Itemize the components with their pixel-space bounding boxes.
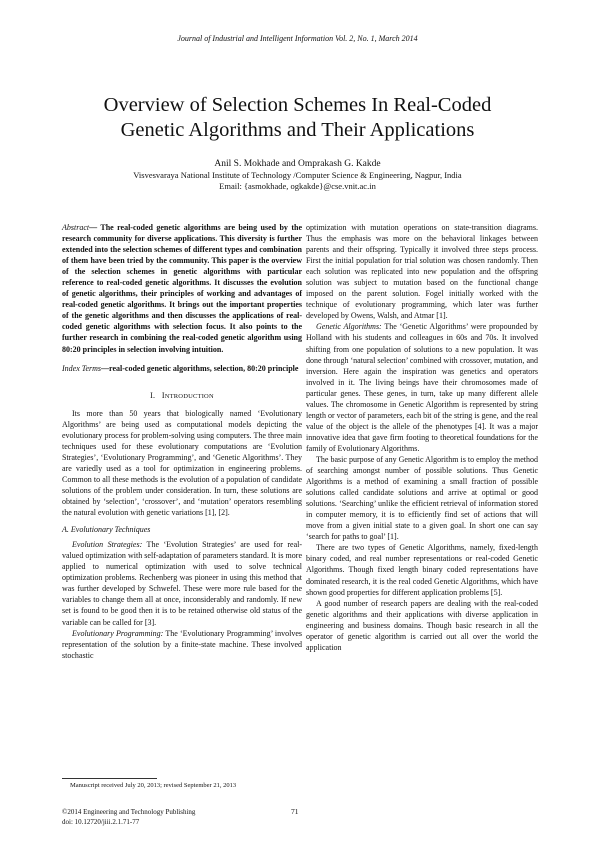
evolutionary-programming-label: Evolutionary Programming: bbox=[72, 628, 164, 638]
types-paragraph: There are two types of Genetic Algorithms, namely, fixed-length binary coded, and real number representations or real-coded Genetic Algorithms. Though fixed length binary coded representations have dominated research, it is the real coded Genetic Algorithms, which have shown good properties for different application problems [5]. bbox=[306, 543, 538, 597]
right-column bbox=[306, 222, 538, 653]
left-column bbox=[62, 222, 302, 661]
abstract-text: — The real-coded genetic algorithms are being used by the research community for diverse applications. This diversity is further extended into the selection schemes of different types and combination of them have been tried by the community. This paper is the overview of the selection schemes in genetic algorithms with particular reference to real-coded genetic algorithms. It discusses the evolution of genetic algorithms, their principles of working and advantages of real-coded genetic algorithms. It brings out the important properties of the genetic algorithms and then discusses the applications of real-coded genetic algorithms with selection focus. It also points to the further research in combining the real-coded genetic algorithm using 80:20 principles in selection involving intuition. bbox=[62, 223, 302, 354]
author-affiliation: Visvesvaraya National Institute of Technology /Computer Science & Engineering, Nagpur, India bbox=[133, 170, 462, 180]
genetic-algorithms-label: Genetic Algorithms: bbox=[316, 322, 382, 332]
genetic-algorithms-text: The ‘Genetic Algorithms’ were propounded by Holland with his students and colleagues in 60s and 70s. It involved shifting from one population of solutions to a new population. It was done through ‘natural selection’ combined with crossover, mutation, and inversion. Here again the inspiration was genetics and operators involved in it. The living beings have their chromosomes made of particular genes. These genes, in turn, take up many different allele values. The chromosome in Genetic Algorithm is represented by string length or vector of parameters, each bit of the string is gene, and the real value of the object is the allele of the phenotypes [4]. It was a major innovative idea that gave firm footing to theoretical foundations for the family of Evolutionary Algorithms. bbox=[306, 322, 539, 453]
footnote-divider bbox=[62, 778, 157, 779]
evolution-strategies-paragraph bbox=[62, 539, 302, 627]
abstract-label: Abstract bbox=[62, 223, 90, 232]
genetic-algorithms-paragraph bbox=[306, 321, 538, 454]
research-papers-paragraph: A good number of research papers are dealing with the real-coded genetic algorithms and their applications with diverse application in engineering and business domains. Though basic research in all the operator of genetic algorithm is carried out all over the world the application bbox=[306, 598, 538, 652]
evolutionary-programming-paragraph bbox=[62, 628, 302, 661]
journal-header: Journal of Industrial and Intelligent Information Vol. 2, No. 1, March 2014 bbox=[177, 34, 418, 43]
footer-copyright: ©2014 Engineering and Technology Publishing bbox=[62, 808, 196, 816]
index-terms-text: —real-coded genetic algorithms, selection, 80:20 principle bbox=[101, 363, 299, 373]
intro-paragraph: Its more than 50 years that biologically named ‘Evolutionary Algorithms’ are being used as computational models depicting the evolutionary process for problem-solving using computers. The three main techniques used for these evolutionary computations are ‘Evolution Strategies’, ‘Evolutionary Programming’, and ‘Genetic Algorithms’. They are variedly used as a tool for optimization in engineering problems. Common to all these methods is the evolution of a population of candidate solutions of the problem under consideration. In turn, these solutions are obtained by ‘selection’, ‘crossover’, and ‘mutation’ operators resembling the natural evolution with genetic variations [1], [2]. bbox=[62, 408, 302, 518]
programming-continued-paragraph: optimization with mutation operations on state-transition diagrams. Thus the emphasis was more on the behavioral linkages between parents and their offspring. Typically it involved three steps process. First the initial population for trial solution was chosen randomly. Then each solution was replicated into new population and the offspring solution was subject to mutation based on the functional change imposed on the parent solution. Fogel initially worked with the technique of evolutionary programming, which later was further developed by Owens, Walsh, and Atmar [1]. bbox=[306, 223, 538, 321]
section-number: I. bbox=[150, 390, 156, 400]
index-terms-label: Index Terms bbox=[62, 363, 102, 373]
evolutionary-programming-text: The ‘Evolutionary Programming’ involves representation of the solution by a finite-state machine. These involved stochastic bbox=[62, 628, 303, 660]
section-title-initial: I bbox=[161, 390, 165, 400]
abstract bbox=[62, 222, 302, 355]
subsection-heading: A. Evolutionary Techniques bbox=[62, 525, 151, 535]
title-line-1: Overview of Selection Schemes In Real-Coded bbox=[103, 94, 492, 116]
section-heading-introduction bbox=[62, 390, 302, 402]
paper-title bbox=[40, 93, 555, 143]
page-number: 71 bbox=[291, 807, 299, 816]
title-line-2: Genetic Algorithms and Their Applications bbox=[120, 119, 475, 141]
author-email: Email: {asmokhade, ogkakde}@cse.vnit.ac.in bbox=[219, 181, 376, 191]
basic-purpose-paragraph: The basic purpose of any Genetic Algorithm is to employ the method of searching amongst number of possible solutions. Thus Genetic Algorithms is a method of examining a small fraction of possible solutions called candidate solutions and arrive at optimal or good solutions. ‘Searching’ unlike the efficient retrieval of information stored in computer memory, it is to efficiently find set of actions that will move from a given initial state to a given goal. In short one can say ‘search for paths to goal’ [1]. bbox=[306, 454, 538, 542]
manuscript-footnote: Manuscript received July 20, 2013; revised September 21, 2013 bbox=[70, 782, 237, 789]
evolution-strategies-label: Evolution Strategies: bbox=[72, 540, 143, 550]
index-terms bbox=[62, 363, 302, 374]
section-title-rest: NTRODUCTION bbox=[164, 392, 214, 400]
evolution-strategies-text: The ‘Evolution Strategies’ are used for real-valued optimization with self-adaptation of parameters standard. It is more applied to numerical optimization with used to solve technical optimization problems. Rechenberg was pioneer in using this method that was further developed by Schwefel. These were more rule based for the variables to change them all at once, inconsiderably and randomly. If new set is found to be good then it is to be retained otherwise old status of the variable can be called for [3]. bbox=[62, 540, 302, 627]
author-names: Anil S. Mokhade and Omprakash G. Kakde bbox=[214, 159, 381, 169]
footer-publisher bbox=[62, 807, 195, 827]
footer-doi: doi: 10.12720/jiii.2.1.71-77 bbox=[62, 818, 140, 826]
